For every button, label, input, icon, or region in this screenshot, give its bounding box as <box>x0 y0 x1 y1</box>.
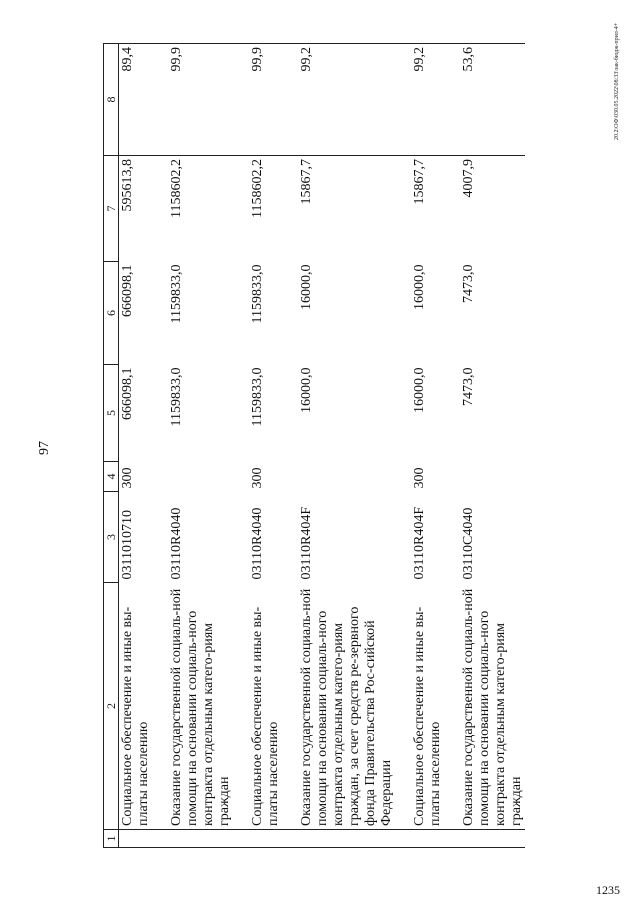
value-col7: 595613,8 <box>120 159 135 212</box>
value-col8: 53,6 <box>460 44 525 156</box>
item-type: 300 <box>250 467 265 489</box>
value-col6: 1159833,0 <box>250 264 265 324</box>
value-col6: 16000,0 <box>412 264 427 310</box>
item-name: Оказание государственной социаль-ной помощи на основании социаль-ного контракта отдельным катего-риям граждан <box>169 588 232 826</box>
budget-table <box>103 43 525 848</box>
row-number-cell <box>168 830 249 848</box>
row-number-cell <box>411 830 460 848</box>
value-col6: 666098,1 <box>120 264 135 317</box>
item-code: 03110R4040 <box>250 507 265 580</box>
row-number-cell <box>119 830 169 848</box>
value-col6: 7473,0 <box>461 264 476 303</box>
table-row <box>298 44 411 848</box>
table-row <box>119 44 169 848</box>
value-col7: 1158602,2 <box>169 159 184 218</box>
item-code: 03110C4040 <box>461 507 476 580</box>
value-col8: 99,9 <box>168 44 249 156</box>
item-name: Социальное обеспечение и иные вы-платы населению <box>120 606 151 826</box>
document-code: 20.2\ОФ\030.05.2022\08:33\зак-бюдж-прил-4+ <box>614 22 620 140</box>
item-type <box>168 462 249 492</box>
value-col5: 16000,0 <box>412 367 427 413</box>
value-col8: 89,4 <box>119 44 169 156</box>
value-col5: 16000,0 <box>299 367 314 413</box>
row-number-cell <box>249 830 298 848</box>
column-header-2: 2 <box>104 583 119 830</box>
item-type: 300 <box>412 467 427 489</box>
table-row <box>249 44 298 848</box>
table-header-row <box>104 44 119 848</box>
value-col7: 15867,7 <box>299 159 314 205</box>
value-col6: 1159833,0 <box>169 264 184 324</box>
value-col8: 99,9 <box>249 44 298 156</box>
page-number-top: 97 <box>37 441 52 455</box>
table-row <box>460 44 525 848</box>
value-col8: 99,2 <box>411 44 460 156</box>
item-code: 0311010710 <box>120 510 135 580</box>
item-type: 300 <box>120 467 135 489</box>
column-header-3: 3 <box>104 492 119 583</box>
value-col7: 1158602,2 <box>250 159 265 218</box>
column-header-1: 1 <box>104 830 119 848</box>
value-col7: 15867,7 <box>412 159 427 205</box>
item-name: Социальное обеспечение и иные вы-платы населению <box>250 606 281 826</box>
row-number-cell <box>298 830 411 848</box>
value-col5: 7473,0 <box>461 367 476 406</box>
item-type <box>298 462 411 492</box>
value-col8: 99,2 <box>298 44 411 156</box>
value-col7: 4007,9 <box>461 159 476 198</box>
page-number-bottom: 1235 <box>596 883 620 897</box>
item-name: Социальное обеспечение и иные вы-платы населению <box>412 606 443 826</box>
item-name: Оказание государственной социаль-ной помощи на основании социаль-ного контракта отдельным катего-риям граждан <box>461 588 524 826</box>
value-col5: 666098,1 <box>120 367 135 420</box>
value-col5: 1159833,0 <box>169 367 184 427</box>
item-code: 03110R404F <box>299 506 314 580</box>
table-row <box>168 44 249 848</box>
item-name: Оказание государственной социаль-ной помощи на основании социаль-ного контракта отдельным катего-риям граждан, за счет средств ре-зервного фонда Правительства Рос-сийской Федерации <box>299 588 394 826</box>
column-header-6: 6 <box>104 262 119 365</box>
table-row <box>411 44 460 848</box>
column-header-5: 5 <box>104 365 119 462</box>
row-number-cell <box>460 830 525 848</box>
value-col6: 16000,0 <box>299 264 314 310</box>
column-header-7: 7 <box>104 156 119 262</box>
column-header-4: 4 <box>104 462 119 492</box>
value-col5: 1159833,0 <box>250 367 265 427</box>
item-type <box>460 462 525 492</box>
column-header-8: 8 <box>104 44 119 156</box>
item-code: 03110R404F <box>412 506 427 580</box>
budget-table-container <box>103 44 615 848</box>
item-code: 03110R4040 <box>169 507 184 580</box>
